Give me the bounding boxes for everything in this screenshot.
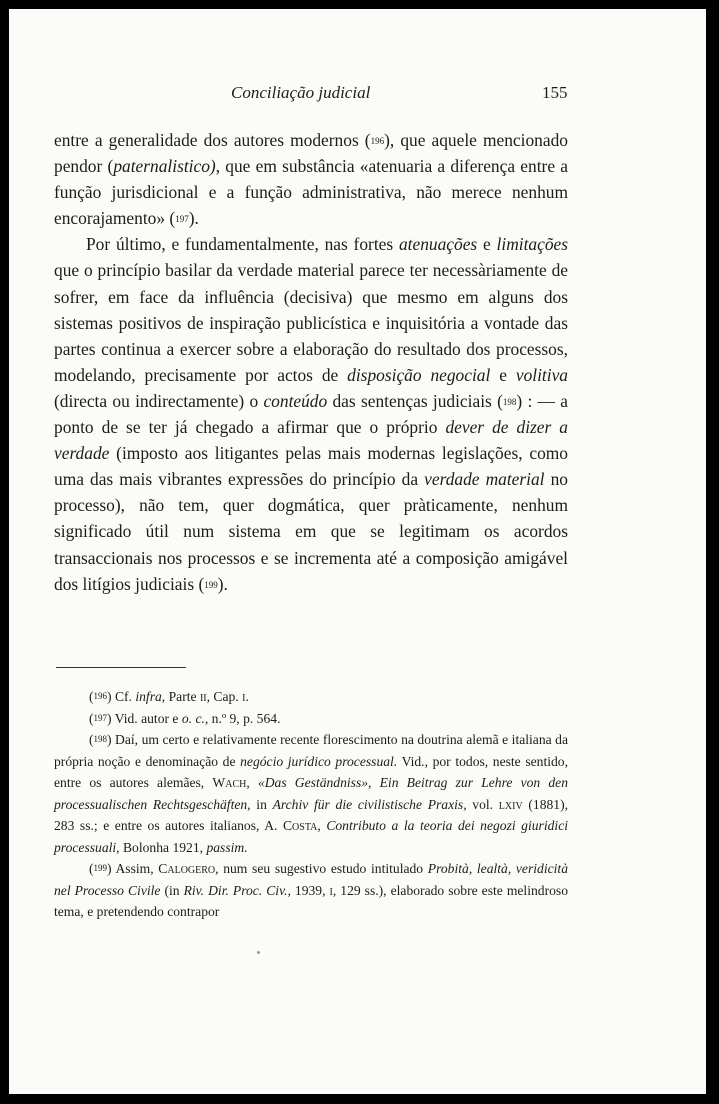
footnote-divider [56, 667, 186, 668]
footnote-ref-197[interactable]: 197 [175, 214, 189, 225]
scan-speck [257, 951, 260, 954]
paragraph-1: entre a generalidade dos autores modernos ($^{196}$), que aquele mencionado pendor (paternalistico), que em substância «atenuaria a diferença entre a função jurisdicional e a função administrativa, não merece nenhum encorajamento» ($^{197}$). [54, 130, 568, 229]
book-page [9, 9, 706, 1094]
footnotes [54, 686, 568, 923]
footnote-198: ($^{198}$) Daí, um certo e relativamente recente florescimento na doutrina alemã e italiana da própria noção e denominação de negócio jurídico processual. Vid., por todos, neste sentido, entre os autores alemães, Wach, «Das Geständniss», Ein Beitrag zur Lehre von den processualischen Rechtsgeschäften, in Archiv für die civilistische Praxis, vol. lxiv (1881), 283 ss.; e entre os autores italianos, A. Costa, Contributo a la teoria dei negozi giuridici processuali, Bolonha 1921, passim. [54, 732, 569, 855]
running-title: Conciliação judicial [231, 83, 371, 102]
footnote-199: ($^{199}$) Assim, Calogero, num seu sugestivo estudo intitulado Probità, lealtà, veridicità nel Processo Civile (in Riv. Dir. Proc. Civ., 1939, i, 129 ss.), elaborado sobre este melindroso tema, e pretendendo contrapor [54, 861, 568, 919]
footnote-ref-198[interactable]: 198 [502, 396, 517, 407]
footnote-197: ($^{197}$) Vid. autor e o. c., n.º 9, p. 564. [89, 710, 281, 726]
footnote-196: ($^{196}$) Cf. infra, Parte ii, Cap. i. [89, 689, 249, 704]
footnote-ref-199[interactable]: 199 [204, 579, 218, 590]
page-number: 155 [542, 83, 568, 102]
running-header [9, 83, 706, 109]
paragraph-2: Por último, e fundamentalmente, nas fortes atenuações e limitações que o princípio basilar da verdade material parece ter necessàriamente de sofrer, em face da influência (decisiva) que mesmo em alguns dos sistemas positivos de inspiração publicística e inquisitória a vontade das partes continua a exercer sobre a elaboração do resultado dos processos, modelando, precisamente por actos de disposição negocial e volitiva (directa ou indirectamente) o conteúdo das sentenças judiciais ($^{198}$) : — a ponto de se ter já chegado a afirmar que o próprio dever de dizer a verdade (imposto aos litigantes pelas mais modernas legislações, como uma das mais vibrantes expressões do princípio da verdade material no processo), não tem, quer dogmática, quer pràticamente, nenhum significado útil num sistema em que se legitimam os acordos transaccionais nos processos e se incrementa até a composição amigável dos litígios judiciais ($^{199}$). [54, 234, 569, 594]
footnote-ref-196[interactable]: 196 [370, 136, 385, 146]
main-text [54, 127, 568, 597]
